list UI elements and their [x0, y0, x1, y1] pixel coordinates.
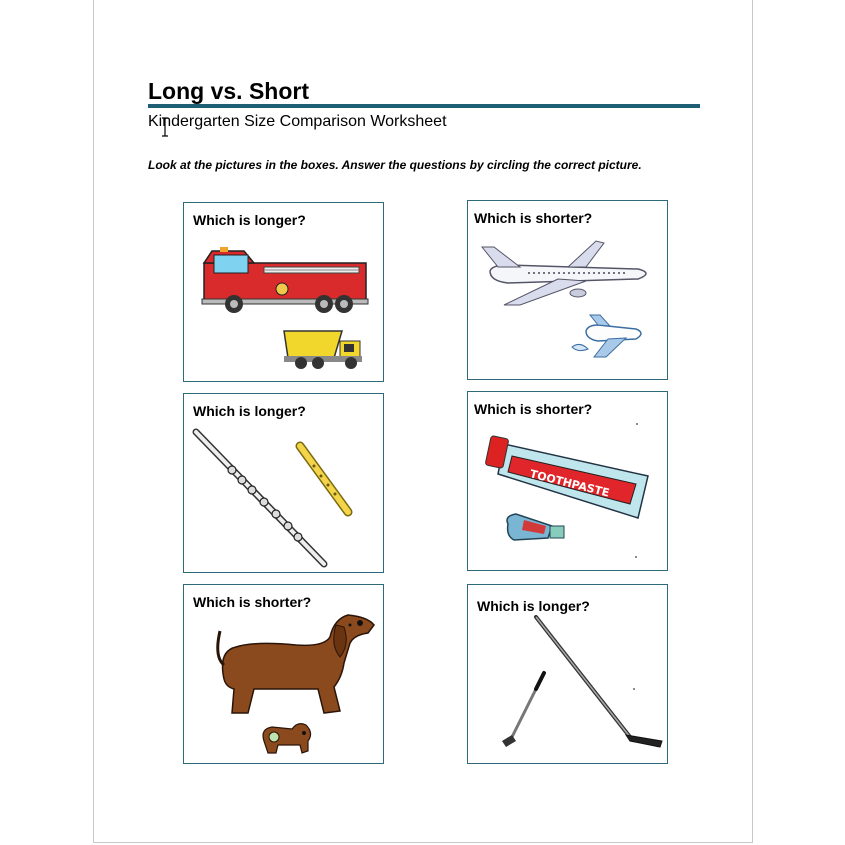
question-box-4[interactable] — [467, 391, 668, 571]
question-label: Which is shorter? — [474, 401, 593, 417]
question-label: Which is longer? — [193, 403, 306, 419]
question-box-1[interactable] — [183, 202, 384, 382]
question-label: Which is longer? — [193, 212, 306, 228]
speck — [636, 423, 638, 425]
instructions-text: Look at the pictures in the boxes. Answer the questions by circling the correct picture. — [148, 158, 642, 172]
question-label: Which is shorter? — [193, 594, 312, 610]
question-label: Which is longer? — [477, 598, 590, 614]
hockey-stick-image[interactable] — [536, 617, 662, 747]
puppy-image[interactable] — [263, 724, 311, 753]
speck — [635, 556, 637, 558]
toothpaste-label: TOOTHPASTE — [528, 467, 611, 500]
question-label: Which is shorter? — [474, 210, 593, 226]
large-airplane-image[interactable] — [482, 241, 646, 305]
golf-club-image[interactable] — [502, 673, 544, 747]
short-toothpaste-tube-image[interactable] — [507, 514, 564, 540]
long-toothpaste-tube-image[interactable] — [485, 435, 648, 518]
text-cursor-icon — [160, 117, 170, 137]
recorder-image[interactable] — [300, 446, 348, 512]
question-box-3[interactable] — [183, 393, 384, 573]
question-box-5[interactable] — [183, 584, 384, 764]
fire-truck-image[interactable] — [202, 247, 368, 313]
dachshund-image[interactable] — [218, 615, 374, 713]
speck — [633, 688, 635, 690]
page-subtitle: Kindergarten Size Comparison Worksheet — [148, 113, 447, 130]
dump-truck-image[interactable] — [284, 331, 362, 369]
question-box-6[interactable] — [467, 584, 668, 764]
question-box-2[interactable] — [467, 200, 668, 380]
small-airplane-image[interactable] — [572, 315, 641, 357]
page-title: Long vs. Short — [148, 78, 309, 104]
title-divider — [148, 104, 700, 108]
